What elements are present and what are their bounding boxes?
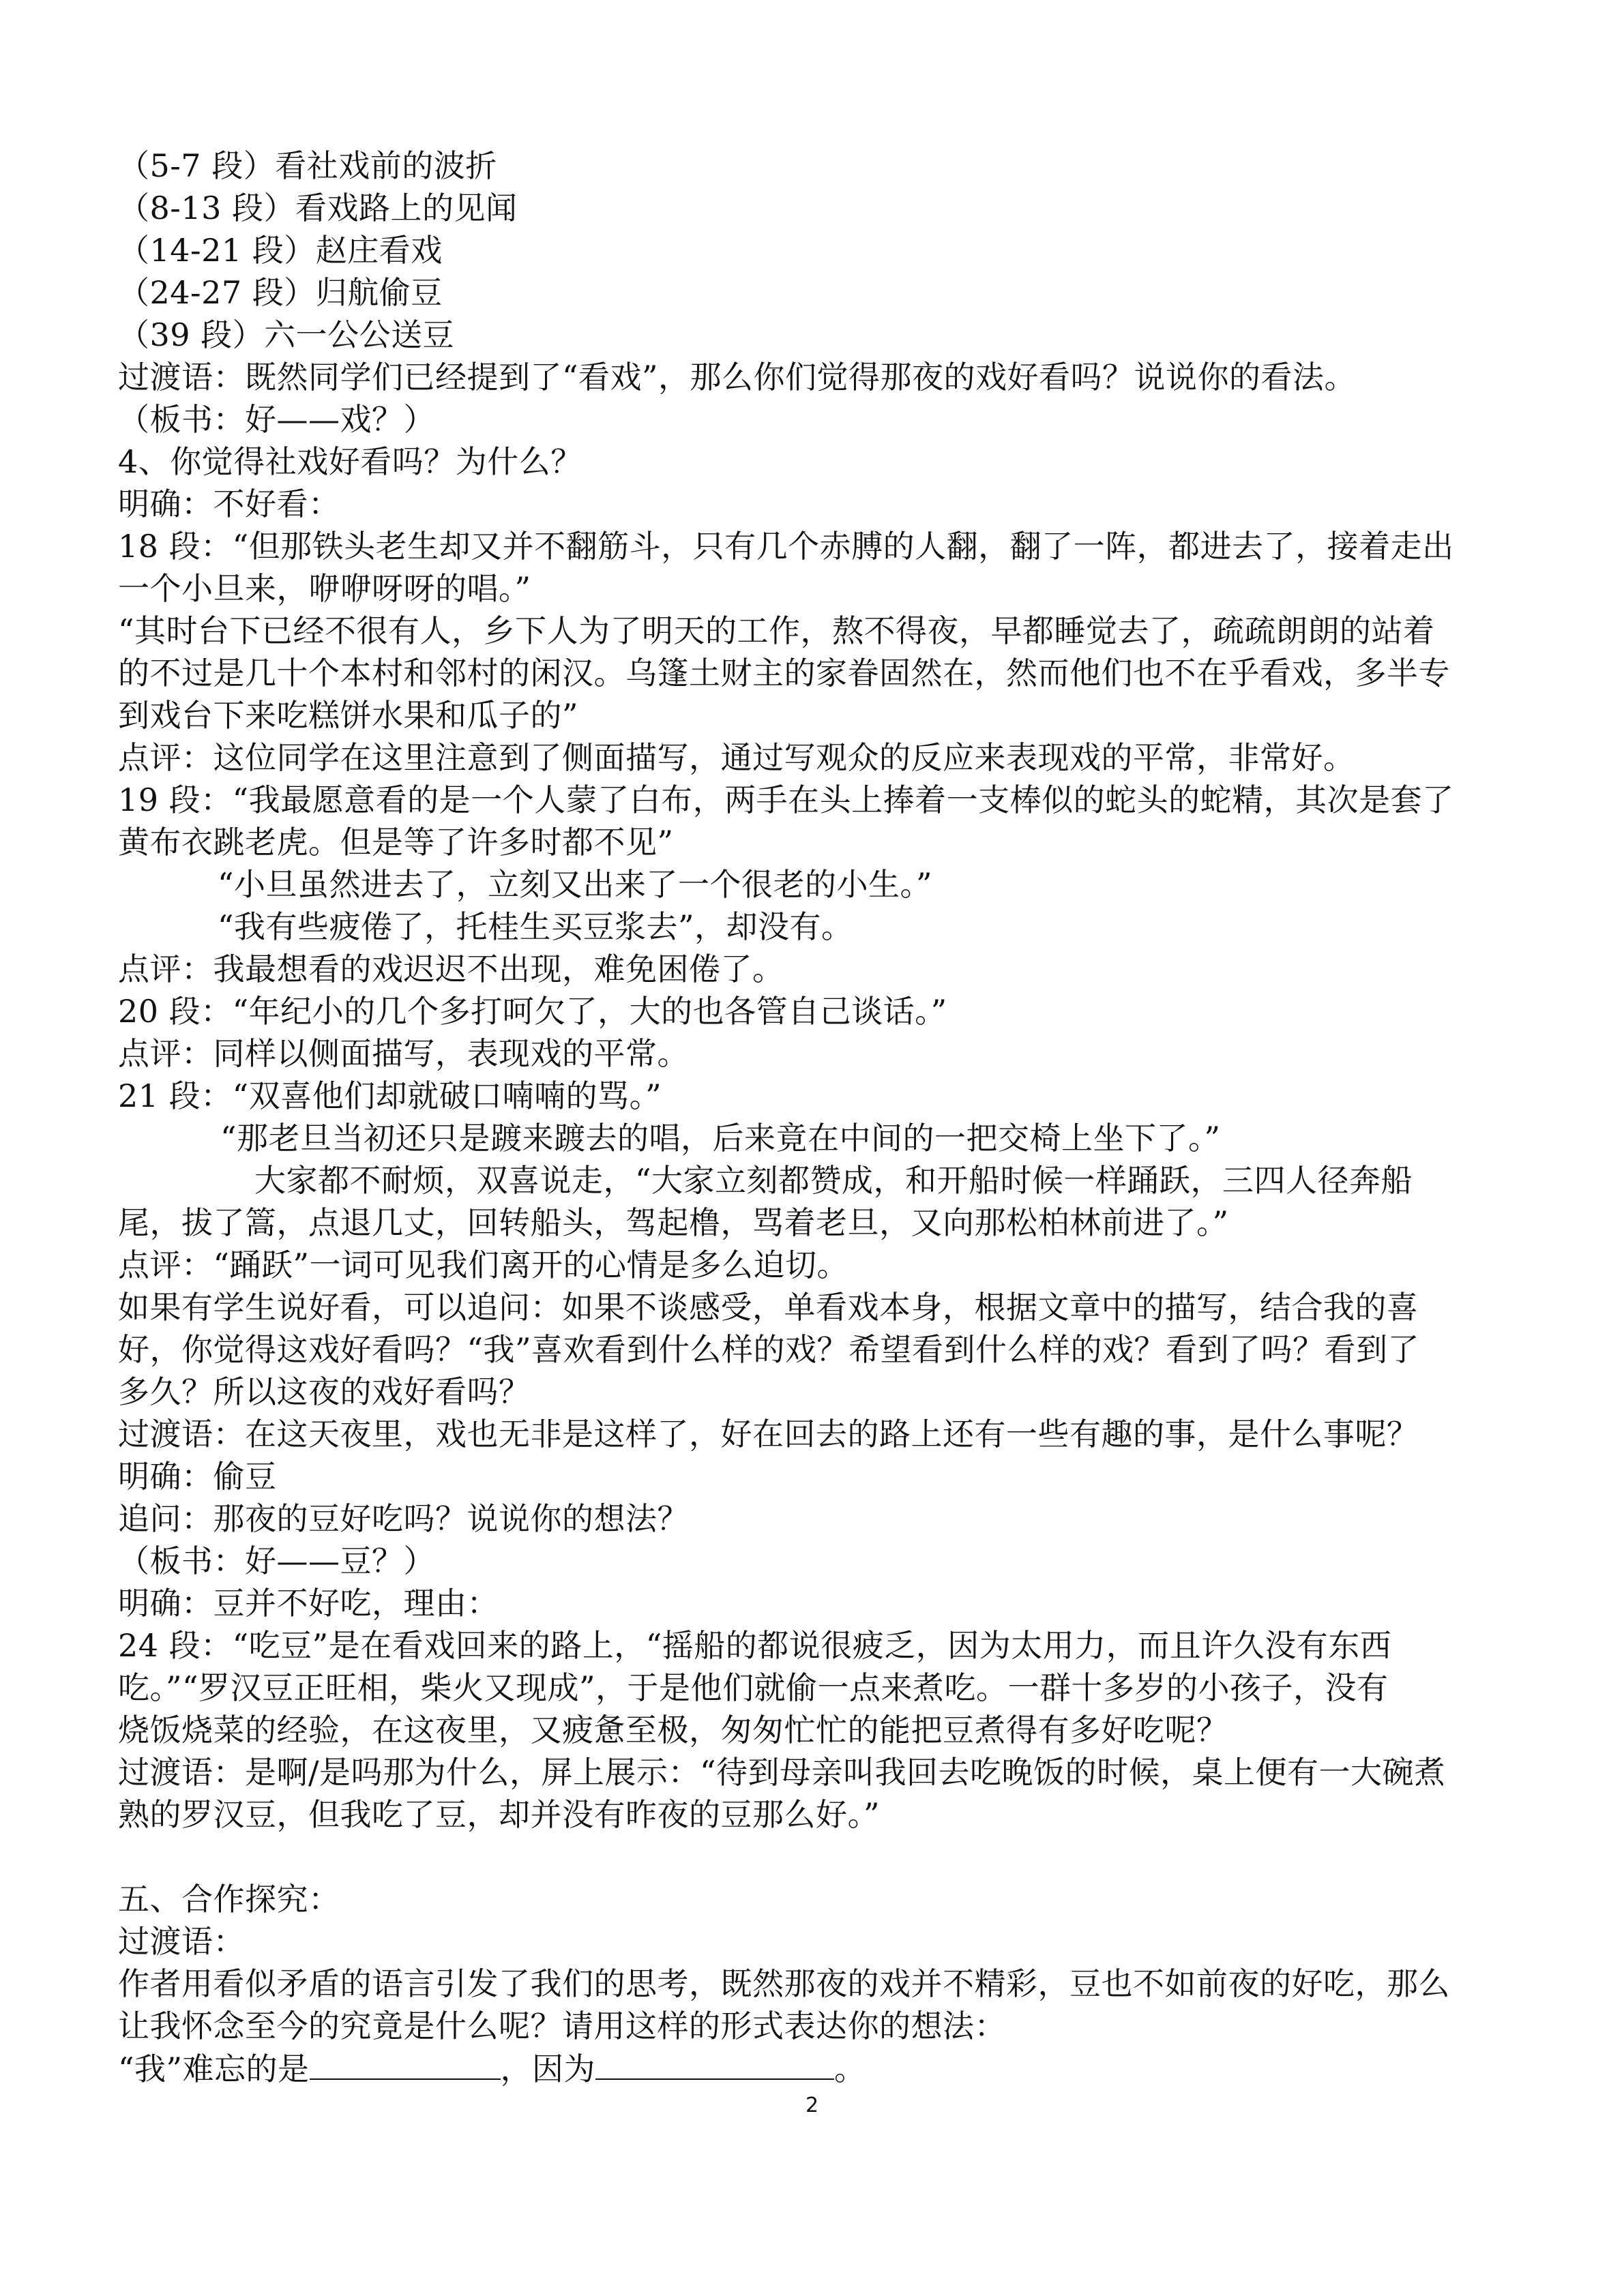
fill-in-text: “我”难忘的是 [118, 2051, 310, 2087]
outline-line: （5-7 段）看社戏前的波折 [118, 147, 497, 184]
quote-line: 到戏台下来吃糕饼水果和瓜子的” [118, 697, 579, 734]
transition-line: 过渡语：是啊/是吗那为什么，屏上展示：“待到母亲叫我回去吃晚饭的时候，桌上便有一大碗煮 [118, 1754, 1446, 1791]
quote-line: 21 段：“双喜他们却就破口喃喃的骂。” [118, 1077, 662, 1114]
fill-in-line [118, 2047, 1503, 2090]
question-heading: 4、你觉得社戏好看吗？为什么？ [118, 443, 582, 480]
quote-line: 的不过是几十个本村和邻村的闲汉。乌篷土财主的家眷固然在，然而他们也不在乎看戏，多半专 [118, 655, 1450, 691]
transition-line: 过渡语：在这天夜里，戏也无非是这样了，好在回去的路上还有一些有趣的事，是什么事呢？ [118, 1416, 1419, 1452]
question-line: 追问：那夜的豆好吃吗？说说你的想法？ [118, 1500, 689, 1537]
outline-line: （24-27 段）归航偷豆 [118, 274, 443, 311]
answer-line: 明确：豆并不好吃，理由： [118, 1585, 499, 1622]
body-line: 多久？所以这夜的戏好看吗？ [118, 1373, 531, 1410]
fill-in-text: 。 [834, 2051, 866, 2087]
body-line: 烧饭烧菜的经验，在这夜里，又疲惫至极，匆匆忙忙的能把豆煮得有多好吃呢？ [118, 1712, 1228, 1748]
body-line: 好，你觉得这戏好看吗？“我”喜欢看到什么样的戏？希望看到什么样的戏？看到了吗？看到了 [118, 1331, 1420, 1368]
body-line: 作者用看似矛盾的语言引发了我们的思考，既然那夜的戏并不精彩，豆也不如前夜的好吃，那么 [118, 1965, 1450, 2002]
outline-line: （39 段）六一公公送豆 [118, 316, 455, 353]
quote-line-indented: “小旦虽然进去了，立刻又出来了一个很老的小生。” [218, 866, 933, 903]
transition-label: 过渡语： [118, 1923, 245, 1960]
body-line: 如果有学生说好看，可以追问：如果不谈感受，单看戏本身，根据文章中的描写，结合我的喜 [118, 1289, 1419, 1326]
quote-line: 一个小旦来，咿咿呀呀的唱。” [118, 570, 531, 607]
quote-line-indented: “我有些疲倦了，托桂生买豆浆去”，却没有。 [218, 908, 853, 945]
body-line: 24 段：“吃豆”是在看戏回来的路上，“摇船的都说很疲乏，因为太用力，而且许久没有东西 [118, 1627, 1392, 1664]
outline-line: （8-13 段）看戏路上的见闻 [118, 190, 518, 226]
fill-in-blank [310, 2047, 501, 2080]
fill-in-blank [595, 2047, 834, 2080]
comment-line: 点评：这位同学在这里注意到了侧面描写，通过写观众的反应来表现戏的平常，非常好。 [118, 739, 1355, 776]
quote-line: 19 段：“我最愿意看的是一个人蒙了白布，两手在头上捧着一支棒似的蛇头的蛇精，其次是套了 [118, 781, 1454, 818]
blackboard-note: （板书：好——戏？） [118, 401, 435, 438]
page-number: 2 [805, 2093, 819, 2117]
comment-line: 点评：同样以侧面描写，表现戏的平常。 [118, 1035, 689, 1072]
blackboard-note: （板书：好——豆？） [118, 1542, 435, 1579]
transition-line: 过渡语：既然同学们已经提到了“看戏”，那么你们觉得那夜的戏好看吗？说说你的看法。 [118, 359, 1357, 396]
quote-line: 尾，拔了篙，点退几丈，回转船头，驾起橹，骂着老旦，又向那松柏林前进了。” [118, 1204, 1229, 1241]
section-heading: 五、合作探究： [118, 1881, 340, 1918]
fill-in-text: ，因为 [500, 2051, 596, 2087]
quote-line-indented: 大家都不耐烦，双喜说走，“大家立刻都赞成，和开船时候一样踊跃，三四人径奔船 [254, 1162, 1413, 1199]
page-body [118, 145, 1503, 2090]
paragraph-gap [118, 1836, 1503, 1878]
answer-line: 明确：偷豆 [118, 1458, 277, 1495]
quote-line: 黄布衣跳老虎。但是等了许多时都不见” [118, 824, 674, 861]
quote-line: 20 段：“年纪小的几个多打呵欠了，大的也各管自己谈话。” [118, 993, 947, 1030]
body-line: 让我怀念至今的究竟是什么呢？请用这样的形式表达你的想法： [118, 2008, 1006, 2044]
quote-line-indented: “那老旦当初还只是踱来踱去的唱，后来竟在中间的一把交椅上坐下了。” [220, 1120, 1221, 1157]
transition-line: 熟的罗汉豆，但我吃了豆，却并没有昨夜的豆那么好。” [118, 1796, 881, 1833]
body-line: 吃。”“罗汉豆正旺相，柴火又现成”，于是他们就偷一点来煮吃。一群十多岁的小孩子，没有 [118, 1669, 1389, 1706]
answer-line: 明确：不好看： [118, 486, 340, 522]
quote-line: 18 段：“但那铁头老生却又并不翻筋斗，只有几个赤膊的人翻，翻了一阵，都进去了，接着走出 [118, 528, 1454, 565]
outline-line: （14-21 段）赵庄看戏 [118, 232, 443, 269]
comment-line: 点评：“踊跃”一词可见我们离开的心情是多么迫切。 [118, 1247, 849, 1283]
quote-line: “其时台下已经不很有人，乡下人为了明天的工作，熬不得夜，早都睡觉去了，疏疏朗朗的站着 [118, 612, 1435, 649]
comment-line: 点评：我最想看的戏迟迟不出现，难免困倦了。 [118, 951, 784, 987]
